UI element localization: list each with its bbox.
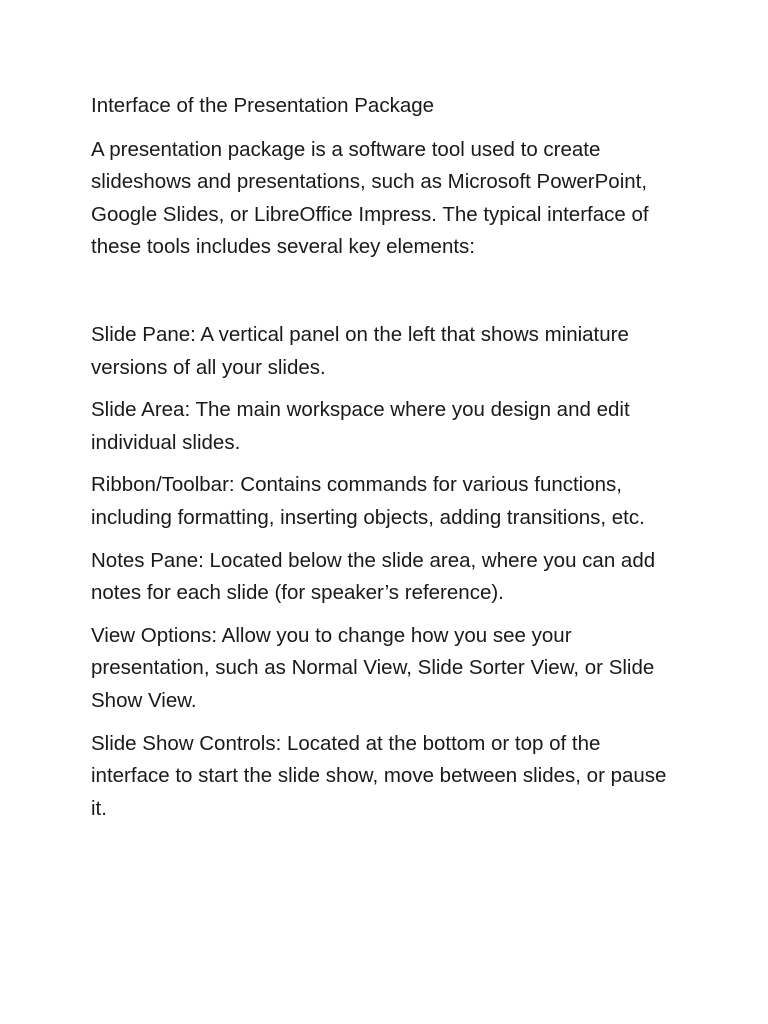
intro-paragraph: A presentation package is a software tool used to create slideshows and presentations, such as Microsoft PowerPoint, Google Slides, or LibreOffice Impress. The typical interface of these tools includes several key elements:	[91, 137, 649, 259]
document-page	[91, 90, 683, 835]
document-title: Interface of the Presentation Package	[91, 94, 435, 117]
item-slide-area: Slide Area: The main workspace where you design and edit individual slides.	[91, 398, 630, 454]
item-view-options: View Options: Allow you to change how you see your presentation, such as Normal View, Slide Sorter View, or Slide Show View.	[91, 623, 655, 712]
item-slide-pane: Slide Pane: A vertical panel on the left that shows miniature versions of all your slides.	[91, 322, 629, 379]
item-notes-pane: Notes Pane: Located below the slide area, where you can add notes for each slide (for speaker’s reference).	[91, 548, 656, 605]
item-ribbon-toolbar: Ribbon/Toolbar: Contains commands for various functions, including formatting, inserting objects, adding transitions, etc.	[91, 473, 645, 529]
item-slide-show-controls: Slide Show Controls: Located at the bottom or top of the interface to start the slide show, move between slides, or pause it.	[91, 731, 667, 820]
